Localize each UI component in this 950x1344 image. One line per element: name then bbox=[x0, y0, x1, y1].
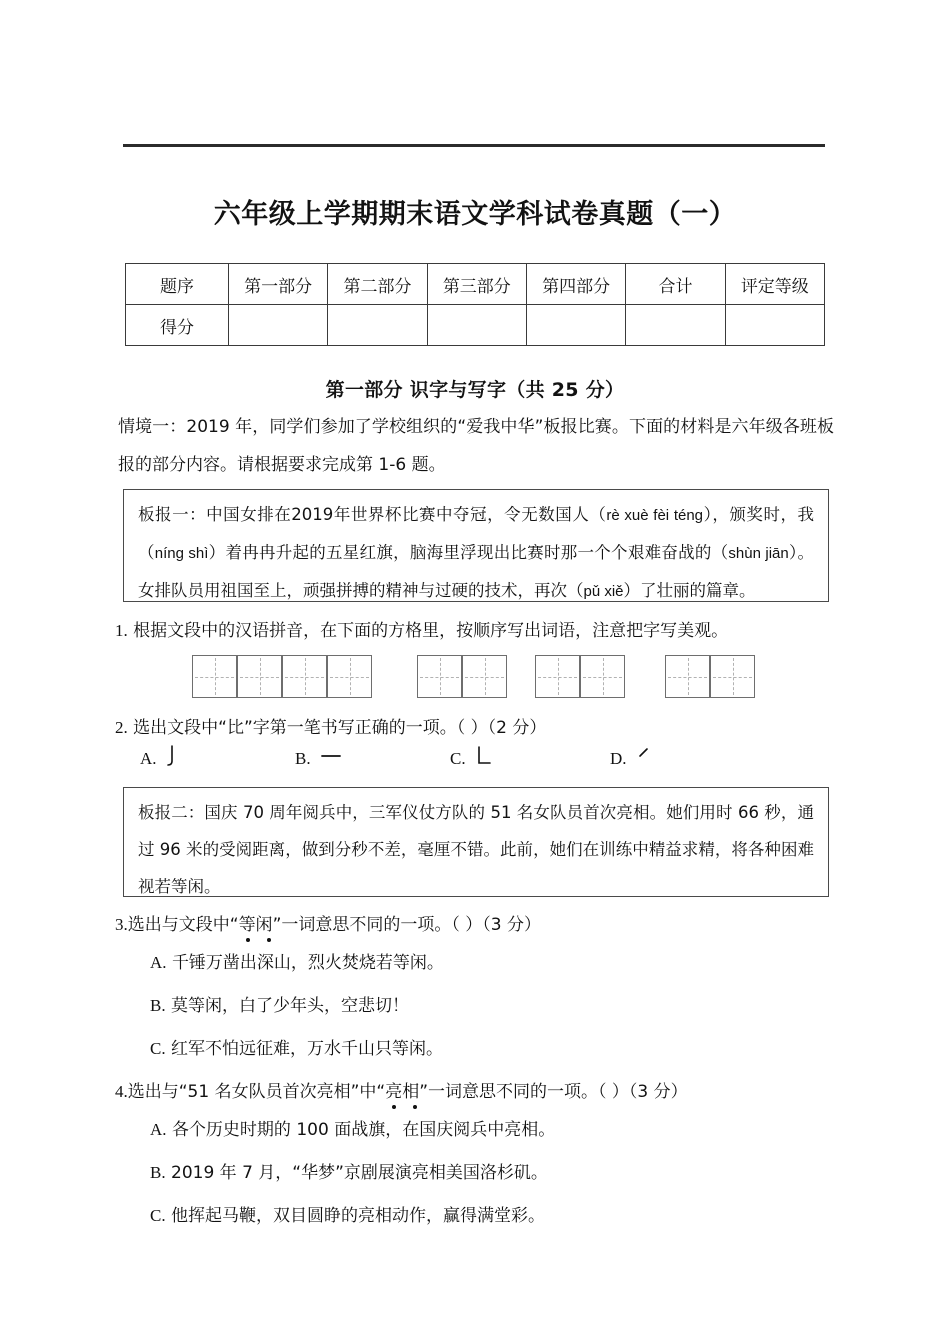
passage-one-pinyin-4: pǔ xiě bbox=[583, 583, 624, 600]
page-title: 六年级上学期期末语文学科试卷真题（一） bbox=[213, 199, 737, 230]
option-letter: B. bbox=[150, 996, 166, 1015]
writing-grid-group-1[interactable] bbox=[192, 655, 372, 698]
column-part-1: 第一部分 bbox=[229, 264, 328, 305]
question-3-option-b[interactable] bbox=[150, 991, 409, 1016]
passage-one-pinyin-1: rè xuè fèi téng bbox=[606, 507, 704, 524]
question-4-option-a[interactable] bbox=[150, 1115, 555, 1140]
passage-one-pinyin-2: níng shì bbox=[154, 545, 209, 562]
stroke-vertical-hook-icon bbox=[166, 745, 180, 767]
option-letter: A. bbox=[140, 749, 157, 768]
question-4-stem bbox=[115, 1077, 845, 1102]
question-2-option-c[interactable] bbox=[450, 745, 493, 769]
column-part-4: 第四部分 bbox=[526, 264, 625, 305]
section-heading-part-one: 第一部分 识字与写字（共 25 分） bbox=[325, 379, 625, 401]
writing-grid-row bbox=[0, 655, 950, 700]
passage-one-pinyin-3: shùn jiān bbox=[728, 545, 789, 562]
score-table bbox=[125, 263, 825, 346]
column-part-2: 第二部分 bbox=[328, 264, 427, 305]
option-text: 红军不怕远征难，万水千山只等闲。 bbox=[171, 1039, 443, 1059]
passage-one-text-4: ）。女排队员用祖国至上，顽强拼搏的精神与过硬的技术，再次（ bbox=[138, 543, 814, 600]
passage-two-label: 板报二： bbox=[138, 803, 205, 822]
option-text: 千锤万凿出深山，烈火焚烧若等闲。 bbox=[171, 953, 444, 973]
question-2-option-a[interactable] bbox=[140, 745, 180, 769]
writing-cell[interactable] bbox=[710, 655, 755, 698]
column-part-3: 第三部分 bbox=[427, 264, 526, 305]
writing-cell[interactable] bbox=[535, 655, 580, 698]
table-row-scores bbox=[126, 305, 825, 346]
question-3-option-a[interactable] bbox=[150, 948, 444, 973]
question-4-option-b[interactable] bbox=[150, 1158, 548, 1183]
option-letter: A. bbox=[150, 1120, 167, 1139]
question-4-number: 4. bbox=[115, 1082, 128, 1101]
option-text: 他挥起马鞭，双目圆睁的亮相动作，赢得满堂彩。 bbox=[171, 1206, 545, 1226]
option-text: 莫等闲，白了少年头，空悲切！ bbox=[171, 996, 409, 1016]
passage-one-text-1: 中国女排在2019年世界杯比赛中夺冠，令无数国人（ bbox=[206, 505, 607, 524]
question-4-option-c[interactable] bbox=[150, 1201, 545, 1226]
question-3-emphasis-word: 等闲 bbox=[238, 915, 273, 935]
writing-cell[interactable] bbox=[327, 655, 372, 698]
writing-cell[interactable] bbox=[282, 655, 327, 698]
question-3-text-before: 选出与文段中“ bbox=[127, 915, 239, 935]
option-letter: B. bbox=[150, 1163, 166, 1182]
question-1-stem bbox=[115, 616, 845, 641]
score-cell-grade[interactable] bbox=[725, 305, 824, 346]
question-3-number: 3. bbox=[115, 915, 128, 934]
row-label-score: 得分 bbox=[126, 305, 229, 346]
score-cell-part-1[interactable] bbox=[229, 305, 328, 346]
question-2-option-d[interactable] bbox=[610, 745, 652, 769]
passage-one-label: 板报一： bbox=[138, 505, 207, 524]
writing-grid-group-3[interactable] bbox=[535, 655, 625, 698]
score-cell-part-3[interactable] bbox=[427, 305, 526, 346]
option-letter: C. bbox=[150, 1206, 166, 1225]
writing-grid-group-2[interactable] bbox=[417, 655, 507, 698]
passage-one-text-3: ）着冉冉升起的五星红旗，脑海里浮现出比赛时那一个个艰难奋战的（ bbox=[208, 543, 729, 562]
writing-cell[interactable] bbox=[192, 655, 237, 698]
stroke-horizontal-icon bbox=[320, 745, 342, 767]
score-cell-total[interactable] bbox=[626, 305, 725, 346]
option-letter: B. bbox=[295, 749, 311, 768]
stroke-slash-icon bbox=[636, 745, 652, 767]
passage-two-text: 国庆 70 周年阅兵中，三军仪仗方队的 51 名女队员首次亮相。她们用时 66 秒，通过 96 米的受阅距离，做到分秒不差，毫厘不错。此前，她们在训练中精益求精，将各种困难视若等闲。 bbox=[138, 803, 814, 896]
option-text: 2019 年 7 月，“华梦”京剧展演亮相美国洛杉矶。 bbox=[171, 1163, 548, 1183]
column-grade: 评定等级 bbox=[725, 264, 824, 305]
option-letter: A. bbox=[150, 953, 167, 972]
writing-cell[interactable] bbox=[237, 655, 282, 698]
passage-box-two bbox=[123, 787, 829, 897]
option-text: 各个历史时期的 100 面战旗，在国庆阅兵中亮相。 bbox=[171, 1120, 556, 1140]
stroke-vertical-turn-icon bbox=[475, 745, 493, 767]
table-row-header bbox=[126, 264, 825, 305]
question-2-text: 选出文段中“比”字第一笔书写正确的一项。（ ）（2 分） bbox=[133, 718, 547, 738]
question-4-text-before: 选出与“51 名女队员首次亮相”中“ bbox=[127, 1082, 386, 1102]
question-4-emphasis-word: 亮相 bbox=[385, 1082, 420, 1102]
question-3-option-c[interactable] bbox=[150, 1034, 443, 1059]
header-rule bbox=[123, 144, 825, 147]
writing-grid-group-4[interactable] bbox=[665, 655, 755, 698]
question-4-text-after: ”一词意思不同的一项。（ ）（3 分） bbox=[419, 1082, 688, 1102]
passage-box-one bbox=[123, 489, 829, 602]
writing-cell[interactable] bbox=[580, 655, 625, 698]
score-cell-part-2[interactable] bbox=[328, 305, 427, 346]
question-2-stem bbox=[115, 713, 845, 738]
writing-cell[interactable] bbox=[665, 655, 710, 698]
question-3-text-after: ”一词意思不同的一项。（ ）（3 分） bbox=[272, 915, 541, 935]
option-letter: C. bbox=[150, 1039, 166, 1058]
question-3-stem bbox=[115, 910, 845, 935]
question-2-number: 2. bbox=[115, 718, 128, 737]
column-total: 合计 bbox=[626, 264, 725, 305]
option-letter: D. bbox=[610, 749, 627, 768]
row-label-question-order: 题序 bbox=[126, 264, 229, 305]
passage-one-text-2: ），颁奖时，我（ bbox=[138, 505, 815, 562]
question-2-option-b[interactable] bbox=[295, 745, 342, 769]
question-1-number: 1. bbox=[115, 621, 128, 640]
score-cell-part-4[interactable] bbox=[526, 305, 625, 346]
scenario-intro-text: 情境一：2019 年，同学们参加了学校组织的“爱我中华”板报比赛。下面的材料是六年级各班板报的部分内容。请根据要求完成第 1-6 题。 bbox=[118, 417, 834, 475]
passage-one-text-5: ）了壮丽的篇章。 bbox=[623, 581, 756, 600]
question-1-text: 根据文段中的汉语拼音，在下面的方格里，按顺序写出词语，注意把字写美观。 bbox=[133, 621, 729, 641]
writing-cell[interactable] bbox=[417, 655, 462, 698]
writing-cell[interactable] bbox=[462, 655, 507, 698]
option-letter: C. bbox=[450, 749, 466, 768]
